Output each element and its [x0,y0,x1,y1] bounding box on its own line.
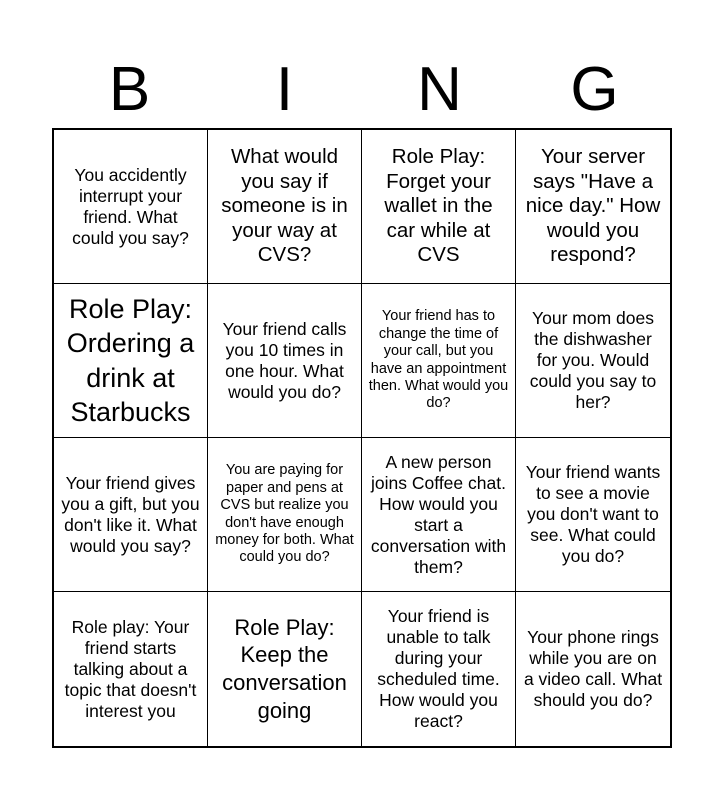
header-letter-b: B [108,55,151,124]
bingo-cell[interactable] [362,284,516,438]
bingo-cell[interactable] [516,592,670,746]
bingo-header [52,52,672,128]
cell-text: Role Play: Keep the conversation going [222,614,347,723]
cell-text: You accidently interrupt your friend. What could you say? [72,164,189,248]
cell-text: You are paying for paper and pens at CVS but realize you don't have enough money for both. What could you do? [215,462,354,566]
cell-text: Your friend wants to see a movie you don't want to see. What could you do? [525,462,661,566]
bingo-cell[interactable] [208,438,362,592]
header-letter-g: G [570,55,619,124]
bingo-cell[interactable] [54,130,208,284]
header-letter-i: I [275,55,294,124]
cell-text: Role play: Your friend starts talking about a topic that doesn't interest you [64,616,197,721]
cell-text: Your friend gives you a gift, but you don't like it. What would you say? [61,472,200,556]
bingo-board [52,128,672,748]
bingo-cell[interactable] [208,130,362,284]
cell-text: Your friend calls you 10 times in one hour. What would you do? [222,318,347,402]
bingo-cell[interactable] [54,438,208,592]
cell-text: What would you say if someone is in your way at CVS? [221,145,348,267]
cell-text: Your phone rings while you are on a video call. What should you do? [523,627,663,710]
cell-text: Role Play: Forget your wallet in the car while at CVS [384,145,493,267]
bingo-cell[interactable] [516,284,670,438]
bingo-cell[interactable] [516,438,670,592]
cell-text: Your friend has to change the time of your call, but you have an appointment then. What would you do? [368,308,509,412]
cell-text: Role Play: Ordering a drink at Starbucks [66,293,195,427]
bingo-cell[interactable] [362,438,516,592]
bingo-cell[interactable] [362,130,516,284]
bingo-cell[interactable] [208,284,362,438]
header-letter-n: N [417,55,462,124]
bingo-cell[interactable] [54,592,208,746]
cell-text: Your server says "Have a nice day." How would you respond? [525,145,661,267]
cell-text: Your mom does the dishwasher for you. Would could you say to her? [529,308,657,412]
bingo-cell[interactable] [516,130,670,284]
bingo-cell[interactable] [208,592,362,746]
bingo-cell[interactable] [362,592,516,746]
cell-text: A new person joins Coffee chat. How would you start a conversation with them? [370,451,507,577]
cell-text: Your friend is unable to talk during your scheduled time. How would you react? [377,606,500,731]
bingo-cell[interactable] [54,284,208,438]
